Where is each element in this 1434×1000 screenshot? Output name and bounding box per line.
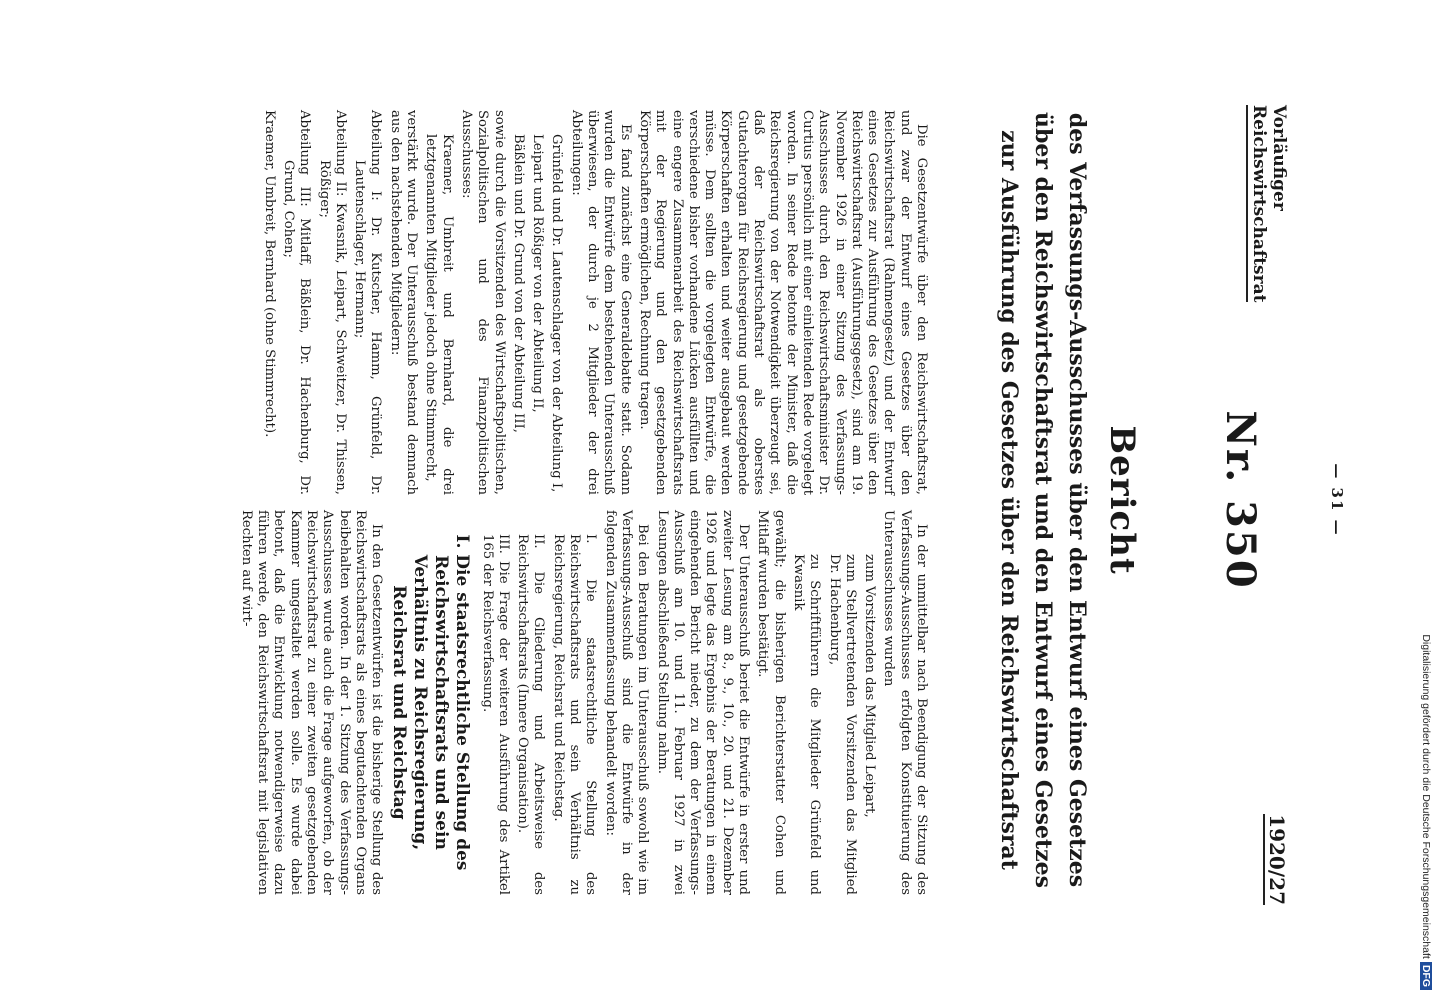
outline-item: II. Die Gliederung und Arbeitsweise des Reichswirtschaftsrats (Innere Organisation). xyxy=(515,534,547,895)
outline-item: III. Die Frage der weiteren Ausführung des Artikel 165 der Reichsverfassung. xyxy=(479,534,511,895)
paragraph: Bei den Beratungen im Unterausschuß sowohl wie im Verfassungs-Ausschuß sind die Entwürfe in der folgenden Zusammenfassung behandelt worden: xyxy=(602,510,651,895)
paragraph: verstärkt wurde. Der Unterausschuß bestand demnach aus den nachstehenden Mitgliedern: xyxy=(387,110,420,495)
paragraph: Der Unterausschuß beriet die Entwürfe in erster und zweiter Lesung am 8., 9., 10., 20. und 21. Dezember 1926 und legte das Ergebnis der Beratungen in einem eingehenden Bericht nieder, zu dem der Verfassungs-Ausschuß am 10. und 11. Februar 1927 in zwei Lesungen abschließend Stellung nahm. xyxy=(654,510,752,895)
list-item: Grünfeld und Dr. Lautenschlager von der Abteilung I, xyxy=(549,134,565,493)
member-list-item: Abteilung I: Dr. Kutscher, Hamm, Grünfeld, Dr. Lautenschlager, Hermann; xyxy=(352,110,384,495)
list-item: zu Schriftführern die Mitglieder Grünfeld und Kwasnik xyxy=(790,554,823,895)
section-heading: I. Die staatsrechtliche Stellung des Reichswirtschaftsrats und sein Verhältnis zu Reichsregierung, Reichsrat und Reichstag xyxy=(389,534,473,871)
document-number: Nr. 350 xyxy=(1217,410,1264,590)
page-number: — 31 — xyxy=(1328,463,1346,537)
issuer-line-2: Reichswirtschaftsrat xyxy=(1246,105,1269,302)
paragraph: gewählt; die bisherigen Berichterstatter Cohen und Mitlaff wurden bestätigt. xyxy=(755,510,787,895)
list-item: Kraemer, Umbreit und Bernhard, die drei letztgenannten Mitglieder jedoch ohne Stimmrecht, xyxy=(423,134,455,495)
paragraph: sowie durch die Vorsitzenden des Wirtschaftspolitischen, Sozialpolitischen und des Finanzpolitischen Ausschusses: xyxy=(458,110,507,495)
document-subtitle: des Verfassungs-Ausschusses über den Entwurf eines Gesetzes über den Reichswirtschaftsrat und den Entwurf eines Gesetzes zur Ausführung des Gesetzes über den Reichswirtschaftsrat xyxy=(996,111,1090,889)
member-list-item: Abteilung II: Kwasnik, Leipart, Schweitzer, Dr. Thissen, Rößiger; xyxy=(316,110,348,495)
issuer-line-1: Vorläufiger xyxy=(1269,105,1289,211)
right-column xyxy=(235,510,929,895)
document-title: Bericht xyxy=(1102,425,1142,575)
paragraph: In der unmittelbar nach Beendigung der Sitzung des Verfassungs-Ausschusses erfolgten Konstituierung des Unterausschusses wurden xyxy=(881,510,929,895)
list-item: zum Stellvertretenden Vorsitzenden das Mitglied Dr. Hachenburg, xyxy=(826,554,858,895)
paragraph: Die Gesetzentwürfe über den Reichswirtschaftsrat, und zwar der Entwurf eines Gesetzes über den Reichswirtschaftsrat (Rahmengesetz) und der Entwurf eines Gesetzes zur Ausführung des Gesetzes über den Reichswirtschaftsrat (Ausführungsgesetz), sind am 19. November 1926 in einer Sitzung des Verfassungs-Ausschusses durch den Reichswirtschaftsminister Dr. Curtius persönlich mit einer einleitenden Rede vorgelegt worden. In seiner Rede betonte der Minister, daß die Reichsregierung von der Notwendigkeit überzeugt sei, daß der Reichswirtschaftsrat als oberstes Gutachterorgan für Reichsregierung und gesetzgebende Körperschaften erhalten und weiter ausgebaut werden müsse. Dem sollten die vorgelegten Entwürfe, die verschiedene bisher vorhandene Lücken ausfüllten und eine engere Zusammenarbeit des Reichswirtschaftsrats mit der Regierung und den gesetzgebenden Körperschaften ermöglichen, Rechnung tragen. xyxy=(636,110,929,495)
funding-note-text: Digitalisierung gefördert durch die Deutsche Forschungsgemeinschaft xyxy=(1420,634,1432,959)
list-item: Leipart und Rößiger von der Abteilung II, xyxy=(530,134,546,413)
list-item: zum Vorsitzenden das Mitglied Leipart, xyxy=(862,554,878,818)
member-list-item: Kraemer, Umbreit, Bernhard (ohne Stimmrecht). xyxy=(261,110,277,438)
session-label: 1920/27 xyxy=(1265,814,1289,905)
dfg-badge: DFG xyxy=(1420,962,1432,990)
paragraph: In den Gesetzentwürfen ist die bisherige Stellung des Reichswirtschaftsrats als eines begutachtenden Organs beibehalten worden. In der 1. Sitzung des Verfassungs-Ausschusses wurde auch die Frage aufgeworfen, ob der Reichswirtschaftsrat zu einer zweiten gesetzgebenden Kammer umgestaltet werden solle. Es wurde dabei betont, daß die Entwicklung notwendigerweise dazu führen werde, den Reichswirtschaftsrat mit legislativen Rechten auf wirt- xyxy=(238,510,385,895)
member-list-item: Abteilung III: Mitlaff, Bäßlein, Dr. Hachenburg, Dr. Grund, Cohen; xyxy=(281,110,313,495)
paragraph: Es fand zunächst eine Generaldebatte statt. Sodann wurden die Entwürfe dem bestehenden Unterausschuß überwiesen, der durch je 2 Mitglieder der drei Abteilungen: xyxy=(568,110,633,495)
left-column xyxy=(257,110,929,495)
outline-item: I. Die staatsrechtliche Stellung des Reichswirtschaftsrats und sein Verhältnis zu Reichsregierung, Reichsrat und Reichstag. xyxy=(550,534,599,895)
funding-note xyxy=(1418,10,1434,990)
list-item: Bäßlein und Dr. Grund von der Abteilung III, xyxy=(510,134,526,433)
